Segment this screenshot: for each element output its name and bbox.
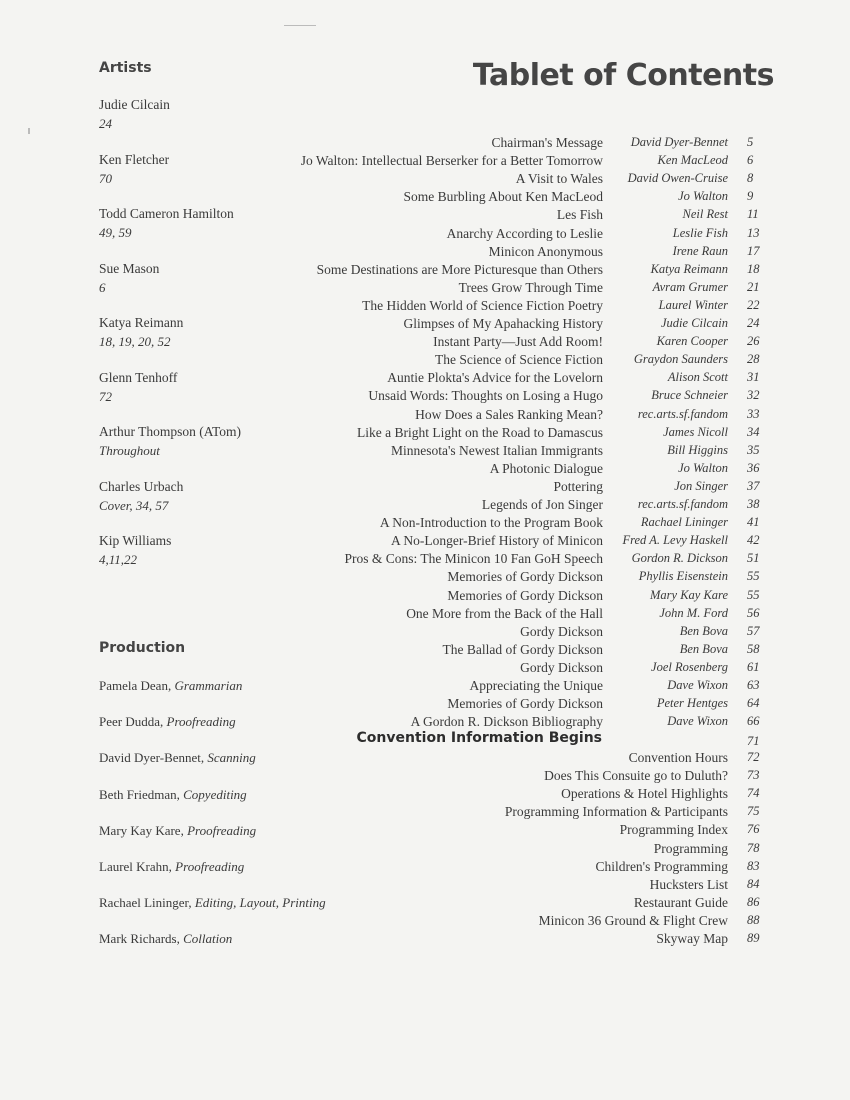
toc-author: Alison Scott <box>667 370 728 385</box>
toc-page: 66 <box>747 714 760 729</box>
toc-title: Auntie Plokta's Advice for the Lovelorn <box>387 370 603 386</box>
toc-page: 36 <box>747 460 760 475</box>
toc-title: Jo Walton: Intellectual Berserker for a Better Tomorrow <box>300 153 603 169</box>
toc-title: The Ballad of Gordy Dickson <box>442 641 603 657</box>
production-name: Mark Richards, <box>99 931 180 947</box>
toc-title: Memories of Gordy Dickson <box>447 696 603 712</box>
convention-title: Programming Information & Participants <box>504 804 728 820</box>
toc-entry <box>0 606 850 624</box>
toc-title: A No-Longer-Brief History of Minicon <box>391 533 603 549</box>
toc-entry <box>0 189 850 207</box>
convention-page-number: 76 <box>747 822 760 837</box>
artists-heading: Artists <box>99 60 152 76</box>
convention-page-number: 72 <box>747 750 760 764</box>
convention-entry <box>0 877 850 895</box>
production-name: Pamela Dean, <box>99 678 172 693</box>
scan-mark-left <box>28 128 30 134</box>
toc-entry <box>0 153 850 171</box>
convention-entry <box>0 768 850 786</box>
toc-title: Pottering <box>553 478 603 494</box>
toc-page: 18 <box>747 261 760 276</box>
toc-page: 55 <box>747 587 760 602</box>
toc-author: James Nicoll <box>663 424 728 439</box>
toc-entry <box>0 334 850 352</box>
toc-title: Les Fish <box>556 207 603 223</box>
toc-page: 13 <box>747 225 760 240</box>
toc-title: A Photonic Dialogue <box>489 460 603 476</box>
toc-author: Judie Cilcain <box>661 316 728 330</box>
artist-pages: 24 <box>99 116 112 131</box>
production-role: Proofreading <box>187 822 257 838</box>
artist-name: Judie Cilcain <box>99 97 170 112</box>
artist-name: Todd Cameron Hamilton <box>99 206 234 221</box>
toc-author: rec.arts.sf.fandom <box>637 406 728 421</box>
toc-page: 33 <box>747 406 760 421</box>
toc-author: Bill Higgins <box>667 442 728 457</box>
toc-page: 24 <box>747 316 760 330</box>
toc-entry <box>0 624 850 642</box>
toc-entry <box>0 280 850 298</box>
toc-page: 63 <box>747 678 760 692</box>
toc-author: Fred A. Levy Haskell <box>622 533 728 548</box>
toc-page: 9 <box>747 189 754 204</box>
production-role: Scanning <box>207 750 256 766</box>
convention-page-number: 86 <box>747 894 760 909</box>
convention-title: Does This Consuite go to Duluth? <box>544 768 728 784</box>
toc-entry <box>0 425 850 443</box>
toc-page: 34 <box>747 424 760 439</box>
artist-name: Kip Williams <box>99 533 172 548</box>
toc-title: A Visit to Wales <box>515 171 603 187</box>
toc-page: 56 <box>747 605 760 620</box>
toc-title: Legends of Jon Singer <box>481 497 603 512</box>
production-name: Rachael Lininger, <box>99 895 192 911</box>
artist-pages: 49, 59 <box>99 225 132 240</box>
production-role: Editing, Layout, Printing <box>194 895 326 911</box>
toc-title: Some Burbling About Ken MacLeod <box>403 189 603 205</box>
production-role: Proofreading <box>166 714 236 730</box>
toc-author: David Owen-Cruise <box>627 171 728 186</box>
toc-author: rec.arts.sf.fandom <box>637 497 728 511</box>
production-name: Beth Friedman, <box>99 786 180 802</box>
toc-page: 41 <box>747 515 760 530</box>
toc-title: Gordy Dickson <box>520 659 603 675</box>
convention-page-number: 73 <box>747 768 760 783</box>
toc-author: Dave Wixon <box>667 714 728 729</box>
artist-name: Katya Reimann <box>99 315 184 330</box>
toc-page: 6 <box>747 153 754 168</box>
toc-title: Anarchy According to Leslie <box>446 225 603 241</box>
toc-author: John M. Ford <box>659 605 728 620</box>
artist-name: Glenn Tenhoff <box>99 369 178 385</box>
toc-title: A Non-Introduction to the Program Book <box>379 515 603 531</box>
toc-page: 51 <box>747 551 760 566</box>
toc-author: Phyllis Eisenstein <box>638 569 728 584</box>
production-name: Peer Dudda, <box>99 714 164 730</box>
toc-entry <box>0 262 850 280</box>
convention-title: Skyway Map <box>656 931 728 946</box>
toc-page: 22 <box>747 297 760 312</box>
toc-author: Neil Rest <box>682 207 728 222</box>
toc-page: 28 <box>747 352 760 367</box>
artist-name: Charles Urbach <box>99 478 184 494</box>
toc-title: One More from the Back of the Hall <box>406 605 603 621</box>
toc-author: Ben Bova <box>679 641 728 656</box>
toc-entry <box>0 316 850 334</box>
convention-page-number: 88 <box>747 912 760 927</box>
toc-title: Pros & Cons: The Minicon 10 Fan GoH Speech <box>344 551 603 567</box>
convention-title: Convention Hours <box>628 750 728 765</box>
convention-page-number: 75 <box>747 804 760 819</box>
toc-title: Memories of Gordy Dickson <box>447 569 603 585</box>
toc-title: Instant Party—Just Add Room! <box>433 334 603 350</box>
toc-author: Rachael Lininger <box>640 515 728 530</box>
production-role: Proofreading <box>175 859 245 874</box>
toc-page: 31 <box>747 370 760 385</box>
convention-entry <box>0 804 850 822</box>
toc-title: How Does a Sales Ranking Mean? <box>415 406 603 422</box>
convention-entry <box>0 895 850 913</box>
toc-author: Laurel Winter <box>658 297 728 312</box>
toc-author: Karen Cooper <box>656 334 728 349</box>
toc-title: Gordy Dickson <box>520 623 603 639</box>
toc-entry <box>0 352 850 370</box>
convention-title: Children's Programming <box>595 858 728 874</box>
toc-entry <box>0 461 850 479</box>
artist-pages: 70 <box>99 170 112 186</box>
toc-entry <box>0 244 850 262</box>
convention-entry <box>0 786 850 804</box>
scan-mark-top <box>284 25 316 26</box>
convention-title: Minicon 36 Ground & Flight Crew <box>538 912 728 928</box>
convention-entry <box>0 750 850 768</box>
toc-entry <box>0 660 850 678</box>
toc-page: 32 <box>747 388 760 403</box>
toc-author: Katya Reimann <box>650 261 728 276</box>
convention-title: Hucksters List <box>649 876 728 892</box>
toc-author: Gordon R. Dickson <box>631 551 728 566</box>
toc-author: Irene Raun <box>672 243 728 258</box>
toc-entry <box>0 497 850 515</box>
convention-page-number: 84 <box>747 876 760 891</box>
artist-pages: 4,11,22 <box>99 552 138 567</box>
toc-author: Joel Rosenberg <box>651 659 728 674</box>
convention-entry <box>0 822 850 840</box>
convention-page-number: 83 <box>747 858 760 873</box>
toc-author: Dave Wixon <box>667 678 728 692</box>
toc-page: 64 <box>747 696 760 711</box>
toc-title: Chairman's Message <box>491 135 603 150</box>
toc-entry <box>0 642 850 660</box>
convention-entry <box>0 931 850 949</box>
toc-title: Unsaid Words: Thoughts on Losing a Hugo <box>368 388 603 404</box>
toc-entry <box>0 533 850 551</box>
page-title: Tablet of Contents <box>472 58 774 93</box>
toc-entry <box>0 696 850 714</box>
convention-entry <box>0 913 850 931</box>
toc-page: 21 <box>747 279 760 294</box>
artist-pages: Cover, 34, 57 <box>99 497 169 513</box>
toc-author: Jo Walton <box>678 189 728 204</box>
toc-entry <box>0 226 850 244</box>
toc-author: Mary Kay Kare <box>650 587 728 602</box>
toc-title: Glimpses of My Apahacking History <box>403 316 603 331</box>
toc-title: Appreciating the Unique <box>469 678 603 693</box>
production-role: Collation <box>183 931 233 947</box>
toc-entry <box>0 407 850 425</box>
toc-author: Ken MacLeod <box>657 153 728 168</box>
convention-entry <box>0 841 850 859</box>
convention-page-number: 78 <box>747 840 760 855</box>
toc-page: 8 <box>747 171 754 186</box>
toc-entry <box>0 479 850 497</box>
toc-title: Minnesota's Newest Italian Immigrants <box>390 442 603 458</box>
toc-page: 17 <box>747 243 760 258</box>
toc-title: Trees Grow Through Time <box>458 279 603 295</box>
artist-pages: 72 <box>99 388 112 404</box>
artist-pages: Throughout <box>99 443 160 458</box>
toc-entry <box>0 171 850 189</box>
toc-author: Jo Walton <box>678 460 728 475</box>
toc-entry <box>0 370 850 388</box>
toc-entry <box>0 298 850 316</box>
toc-entry <box>0 551 850 569</box>
toc-page: 61 <box>747 659 760 674</box>
artist-name: Sue Mason <box>99 260 160 276</box>
convention-entry <box>0 859 850 877</box>
toc-entry <box>0 515 850 533</box>
toc-author: Ben Bova <box>679 623 728 638</box>
toc-entry <box>0 388 850 406</box>
convention-page-number: 89 <box>747 931 760 945</box>
production-name: David Dyer-Bennet, <box>99 750 205 766</box>
production-name: Laurel Krahn, <box>99 859 172 874</box>
convention-title: Operations & Hotel Highlights <box>561 786 728 802</box>
toc-author: Jon Singer <box>674 478 728 493</box>
toc-page: 5 <box>747 135 754 149</box>
toc-author: Avram Grumer <box>652 279 728 294</box>
toc-page: 55 <box>747 569 760 584</box>
artist-pages: 18, 19, 20, 52 <box>99 334 171 349</box>
toc-title: Some Destinations are More Picturesque than Others <box>316 261 603 277</box>
toc-author: Leslie Fish <box>672 225 728 240</box>
toc-title: The Science of Science Fiction <box>435 352 603 368</box>
production-name: Mary Kay Kare, <box>99 822 184 838</box>
toc-author: Bruce Schneier <box>651 388 728 403</box>
toc-entry <box>0 588 850 606</box>
toc-page: 42 <box>747 533 760 548</box>
toc-page: 57 <box>747 623 760 638</box>
convention-heading: Convention Information Begins <box>356 730 602 746</box>
toc-title: A Gordon R. Dickson Bibliography <box>410 714 603 730</box>
toc-page: 35 <box>747 442 760 457</box>
toc-entry <box>0 207 850 225</box>
artist-pages: 6 <box>99 279 106 295</box>
convention-page: 71 <box>747 734 760 748</box>
artist-name: Arthur Thompson (ATom) <box>99 424 242 439</box>
toc-title: Minicon Anonymous <box>488 243 603 259</box>
toc-page: 11 <box>747 207 759 222</box>
toc-author: Graydon Saunders <box>633 352 728 367</box>
production-heading: Production <box>99 640 186 656</box>
convention-page-number: 74 <box>747 786 760 801</box>
production-role: Copyediting <box>183 786 247 802</box>
toc-title: Like a Bright Light on the Road to Damascus <box>357 424 603 440</box>
toc-entry <box>0 569 850 587</box>
convention-title: Programming <box>653 840 728 856</box>
toc-author: David Dyer-Bennet <box>630 135 728 149</box>
toc-page: 58 <box>747 641 760 656</box>
toc-page: 37 <box>747 478 760 493</box>
production-role: Grammarian <box>174 678 243 693</box>
toc-author: Peter Hentges <box>656 696 728 711</box>
toc-title: Memories of Gordy Dickson <box>447 587 603 603</box>
convention-title: Restaurant Guide <box>633 894 728 910</box>
toc-entry <box>0 135 850 153</box>
toc-page: 26 <box>747 334 760 349</box>
toc-entry <box>0 678 850 696</box>
toc-entry <box>0 443 850 461</box>
convention-title: Programming Index <box>619 822 728 838</box>
toc-page: 38 <box>747 497 760 511</box>
toc-title: The Hidden World of Science Fiction Poetry <box>362 297 603 313</box>
artist-name: Ken Fletcher <box>99 151 170 167</box>
